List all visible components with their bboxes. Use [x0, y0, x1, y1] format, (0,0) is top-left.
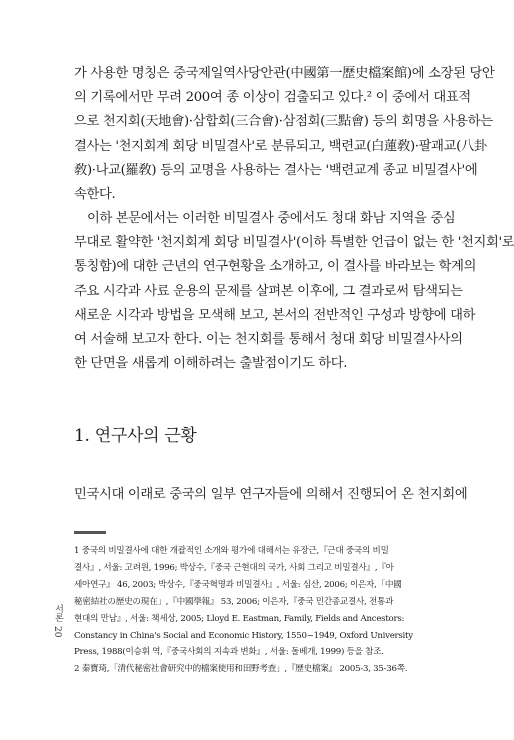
text-line: 의 기록에서만 무려 200여 종 이상이 검출되고 있다.² 이 중에서 대표적	[74, 90, 471, 106]
footnote-line: 현대의 만남』, 서울: 책세상, 2005; Lloyd E. Eastman, Family, Fields and Ancestors:	[74, 613, 405, 624]
text-line: 결사는 '천지회계 회당 비밀결사'로 분류되고, 백련교(白蓮敎)·팔괘교(八卦	[74, 138, 487, 154]
text-line: 속한다.	[74, 187, 116, 203]
footnote-line: 秘密結社の歴史の現在」,『中國學報』 53, 2006; 이은자,『중국 민간종교결사, 전통과	[74, 596, 394, 607]
page-number: 20	[52, 626, 62, 638]
footnote-line: Constancy in China's Social and Economic History, 1550~1949, Oxford University	[74, 630, 413, 641]
running-title: 서론	[53, 604, 63, 622]
footnotes	[74, 543, 420, 678]
text-line: 한 단면을 새롭게 이해하려는 출발점이기도 하다.	[74, 356, 348, 372]
footnote-divider	[74, 531, 106, 534]
text-line: 여 서술해 보고자 한다. 이는 천지회를 통해서 청대 회당 비밀결사사의	[74, 332, 463, 348]
paragraph-1	[74, 62, 495, 207]
text-line: 새로운 시각과 방법을 모색해 보고, 본서의 전반적인 구성과 방향에 대하	[74, 307, 476, 323]
paragraph-3	[74, 483, 468, 507]
text-line: 으로 천지회(天地會)·삼합회(三合會)·삼점회(三點會) 등의 회명을 사용하는	[74, 114, 493, 130]
text-line: 통칭함)에 대한 근년의 연구현황을 소개하고, 이 결사를 바라보는 학계의	[74, 259, 477, 275]
text-line: 민국시대 이래로 중국의 일부 연구자들에 의해서 진행되어 온 천지회에	[74, 487, 468, 502]
page-margin-label	[52, 604, 64, 684]
footnote-line: 세아연구』 46, 2003; 박상수,『중국혁명과 비밀결사』, 서울: 심산, 2006; 이은자,「中國	[74, 579, 402, 590]
footnote-line: 1 중국의 비밀결사에 대한 개괄적인 소개와 평가에 대해서는 유장근,『근대 중국의 비밀	[74, 546, 389, 556]
footnote-line: 2 秦寶琦,「清代秘密社會研究中的檔案使用和田野考査」,『歷史檔案』 2005-3, 35-36쪽.	[74, 664, 408, 675]
text-line: 이하 본문에서는 이러한 비밀결사 중에서도 청대 화남 지역을 중심	[74, 211, 456, 226]
section-heading: 1. 연구사의 근황	[74, 426, 197, 446]
text-line: 가 사용한 명칭은 중국제일역사당안관(中國第一歷史檔案館)에 소장된 당안	[74, 66, 495, 81]
footnote-line: 결사』, 서울: 고려원, 1996; 박상수,『중국 근현대의 국가, 사회 그리고 비밀결사』,『아	[74, 562, 394, 573]
text-line: 무대로 활약한 '천지회계 회당 비밀결사'(이하 특별한 언급이 없는 한 '천지회'로	[74, 235, 514, 251]
text-line: 주요 시각과 사료 운용의 문제를 살펴본 이후에, 그 결과로써 탐색되는	[74, 283, 463, 299]
footnote-line: Press, 1988(이승휘 역,『중국사회의 지속과 변화』, 서울: 돌베개, 1999) 등을 참조.	[74, 647, 384, 658]
text-line: 敎)·나교(羅敎) 등의 교명을 사용하는 결사는 '백련교계 종교 비밀결사'에	[74, 162, 478, 178]
paragraph-2	[74, 207, 514, 376]
